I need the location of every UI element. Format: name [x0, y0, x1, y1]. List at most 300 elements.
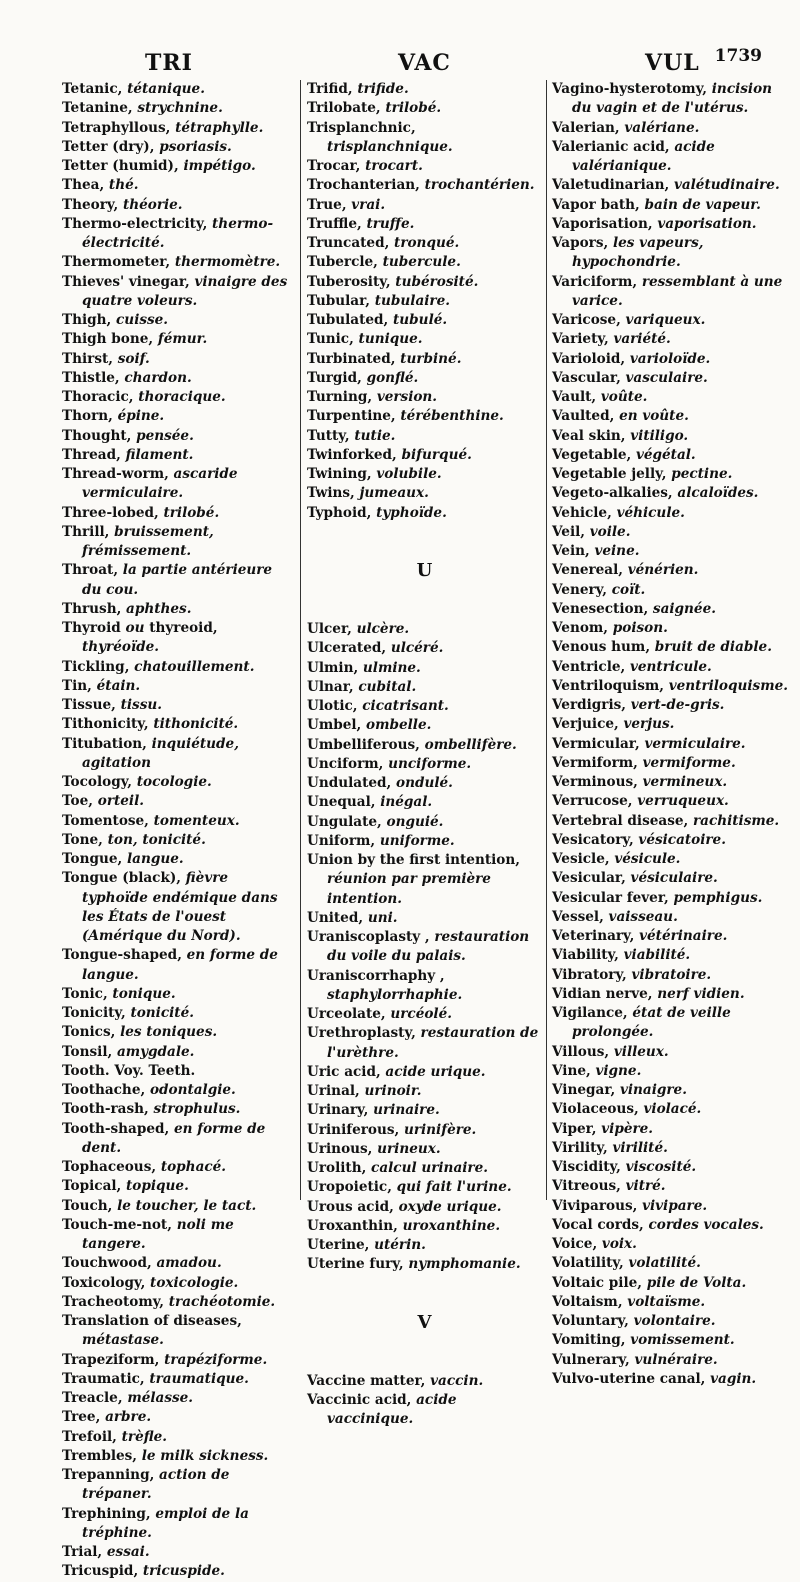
translation: ulcéré.: [390, 640, 444, 657]
translation: variété.: [613, 331, 671, 348]
headword: Tricuspid,: [62, 1563, 143, 1580]
translation: ascaride vermiculaire.: [82, 466, 238, 502]
headword: Tongue,: [62, 851, 128, 867]
headword: Uraniscorrhaphy ,: [307, 967, 445, 984]
dictionary-entry: [307, 504, 542, 523]
headword: Thoracic,: [62, 389, 139, 405]
headword: Trepanning,: [62, 1467, 160, 1483]
headword: Vaulted,: [552, 408, 620, 425]
dictionary-entry: [62, 99, 294, 118]
dictionary-entry: [307, 736, 542, 755]
dictionary-entry: [307, 620, 542, 639]
headword: Virility,: [552, 1139, 613, 1156]
headword: Trapeziform,: [62, 1351, 165, 1368]
dictionary-entry: [307, 1140, 542, 1159]
headword: Tooth-rash,: [62, 1101, 154, 1118]
translation: essai.: [106, 1544, 150, 1560]
headword: Ulmin,: [307, 659, 363, 676]
headword: Vaporisation,: [552, 215, 658, 232]
column-3: [552, 80, 790, 1389]
translation: vomissement.: [630, 1332, 735, 1349]
dictionary-entry: [62, 1312, 294, 1351]
translation: vivipare.: [642, 1197, 708, 1214]
dictionary-entry: [62, 196, 294, 215]
translation: trilobé.: [385, 100, 442, 117]
translation: tutie.: [354, 427, 396, 444]
headword: Villous,: [552, 1043, 614, 1060]
dictionary-entry: [307, 215, 542, 234]
dictionary-entry: [307, 196, 542, 215]
dictionary-entry: [62, 330, 294, 349]
dictionary-entry: [62, 427, 294, 446]
headword: Tracheotomy,: [62, 1293, 169, 1310]
running-head-center: VAC: [398, 50, 451, 76]
dictionary-entry: [552, 350, 790, 369]
dictionary-entry: [552, 119, 790, 138]
dictionary-entry: [552, 889, 790, 908]
translation: pensée.: [136, 427, 194, 444]
headword: Tickling,: [62, 658, 135, 675]
dictionary-entry: [307, 446, 542, 465]
translation: véhicule.: [616, 504, 685, 521]
dictionary-entry: [307, 1101, 542, 1120]
headword: Vermicular,: [552, 735, 645, 752]
dictionary-entry: [307, 157, 542, 176]
dictionary-entry: [62, 369, 294, 388]
translation: ulcère.: [356, 621, 410, 637]
dictionary-entry: [62, 773, 294, 792]
translation: thé.: [108, 177, 139, 194]
translation: pemphigus.: [673, 889, 763, 906]
headword: Uniform,: [307, 832, 380, 849]
headword: Tonicity,: [62, 1005, 131, 1021]
headword: Thirst,: [62, 350, 118, 367]
dictionary-entry: [552, 677, 790, 696]
dictionary-entry: [62, 1023, 294, 1042]
translation: urinoir.: [364, 1083, 422, 1099]
headword: Verrucose,: [552, 793, 638, 810]
dictionary-entry: [552, 311, 790, 330]
dictionary-entry: [552, 388, 790, 407]
headword: Violaceous,: [552, 1101, 644, 1118]
headword: Trocar,: [307, 158, 366, 174]
dictionary-entry: [62, 658, 294, 677]
dictionary-entry: [552, 619, 790, 638]
dictionary-entry: [307, 1005, 542, 1024]
translation: strophulus.: [153, 1101, 241, 1118]
translation: urineux.: [377, 1140, 441, 1157]
dictionary-entry: [62, 1447, 294, 1466]
headword: Tissue,: [62, 697, 121, 713]
dictionary-entry: [307, 1391, 542, 1430]
headword: Ulcer,: [307, 621, 357, 637]
headword: Vagino-hysterotomy,: [552, 81, 712, 97]
headword: Vertebral disease,: [552, 812, 693, 829]
dictionary-entry: [552, 1351, 790, 1370]
headword: Voltaic pile,: [552, 1274, 647, 1291]
dictionary-entry: [552, 330, 790, 349]
dictionary-entry: [62, 273, 294, 312]
translation: typhoïde.: [376, 504, 447, 521]
headword: Vessel,: [552, 908, 609, 925]
headword: Toothache,: [62, 1082, 150, 1098]
translation: trocart.: [365, 158, 423, 174]
dictionary-entry: [62, 388, 294, 407]
headword: Vermiform,: [552, 754, 643, 771]
headword: Trochanterian,: [307, 177, 425, 194]
dictionary-entry: [307, 928, 542, 967]
headword: Twining,: [307, 466, 377, 482]
translation: psoriasis.: [159, 138, 232, 155]
translation: jumeaux.: [359, 485, 429, 502]
translation: fièvre typhoïde endémique dans les États de l'ouest (Amérique du Nord).: [82, 870, 278, 944]
translation: valériane.: [624, 119, 700, 136]
headword: Verjuice,: [552, 716, 624, 733]
dictionary-entry: [552, 196, 790, 215]
translation: ton, tonicité.: [107, 831, 206, 848]
dictionary-entry: [552, 1370, 790, 1389]
running-head-right: VUL: [645, 50, 700, 76]
headword: Trembles,: [62, 1447, 142, 1464]
dictionary-entry: [552, 523, 790, 542]
dictionary-entry: [62, 465, 294, 504]
headword: Tubercle,: [307, 254, 383, 271]
dictionary-entry: [552, 985, 790, 1004]
dictionary-entry: [307, 678, 542, 697]
headword: Tuberosity,: [307, 273, 396, 290]
translation: restauration de l'urèthre.: [327, 1025, 539, 1061]
dictionary-entry: [552, 966, 790, 985]
translation: ressemblant à une varice.: [572, 273, 783, 309]
translation: en voûte.: [619, 408, 689, 425]
dictionary-entry: [552, 715, 790, 734]
translation: tubulé.: [393, 312, 448, 328]
translation: thermo-électricité.: [82, 215, 274, 251]
dictionary-entry: [307, 909, 542, 928]
translation: mélasse.: [127, 1390, 194, 1406]
translation: bruissement, frémissement.: [82, 523, 214, 559]
dictionary-entry: [62, 1062, 294, 1081]
dictionary-entry: [307, 1121, 542, 1140]
translation: thoracique.: [138, 389, 226, 405]
translation: ventricule.: [630, 658, 712, 675]
translation: vrai.: [351, 196, 386, 213]
dictionary-entry: [62, 523, 294, 562]
headword: Undulated,: [307, 775, 396, 791]
dictionary-entry: [62, 869, 294, 946]
headword: Viscidity,: [552, 1159, 626, 1175]
translation: vésiculaire.: [630, 870, 718, 887]
translation: tissu.: [120, 697, 162, 713]
headword: Turpentine,: [307, 408, 401, 425]
headword: Tongue (black),: [62, 870, 186, 887]
headword: Thread-worm,: [62, 466, 174, 482]
dictionary-entry: [62, 1274, 294, 1293]
translation: voltaïsme.: [627, 1293, 706, 1310]
translation: vermineux.: [642, 774, 728, 790]
headword: Variety,: [552, 331, 614, 348]
headword: Vesicle,: [552, 851, 615, 867]
headword: Tocology,: [62, 774, 137, 790]
headword: Vapor bath,: [552, 196, 645, 213]
dictionary-entry: [62, 1177, 294, 1196]
dictionary-entry: [552, 1274, 790, 1293]
translation: poison.: [612, 620, 668, 636]
translation: vagin.: [710, 1370, 757, 1387]
headword: Trephining,: [62, 1505, 156, 1522]
headword: Turning,: [307, 389, 377, 405]
headword: Thea,: [62, 177, 109, 194]
dictionary-entry: [307, 755, 542, 774]
dictionary-entry: [552, 504, 790, 523]
translation: tricuspide.: [142, 1563, 225, 1580]
dictionary-entry: [552, 792, 790, 811]
translation: inégal.: [380, 794, 433, 811]
translation: térébenthine.: [400, 408, 504, 425]
translation: incision du vagin et de l'utérus.: [572, 81, 773, 117]
headword: Tithonicity,: [62, 716, 154, 733]
dictionary-entry: [62, 677, 294, 696]
translation: qui fait l'urine.: [396, 1179, 512, 1196]
headword: Tetter (dry),: [62, 138, 160, 155]
translation: restauration du voile du palais.: [327, 929, 530, 965]
translation: ulmine.: [362, 659, 421, 676]
dictionary-entry: [307, 465, 542, 484]
dictionary-entry: [307, 1255, 542, 1274]
translation: traumatique.: [149, 1370, 249, 1387]
translation: amadou.: [156, 1255, 222, 1272]
headword: Vulvo-uterine canal,: [552, 1370, 711, 1387]
dictionary-entry: [307, 99, 542, 118]
translation: métastase.: [82, 1332, 164, 1349]
dictionary-entry: [62, 831, 294, 850]
dictionary-entry: [307, 119, 542, 158]
dictionary-entry: [552, 369, 790, 388]
translation: inquiétude, agitation: [82, 735, 239, 771]
dictionary-entry: [307, 292, 542, 311]
headword: Urceolate,: [307, 1006, 391, 1022]
dictionary-entry: [62, 215, 294, 254]
dictionary-entry: [62, 1428, 294, 1447]
headword: Thigh,: [62, 312, 117, 328]
dictionary-entry: [62, 946, 294, 985]
headword: Tetanine,: [62, 100, 138, 117]
dictionary-entry: [307, 1217, 542, 1236]
headword: Trial,: [62, 1544, 107, 1560]
translation: villeux.: [613, 1043, 669, 1060]
translation: saignée.: [652, 600, 716, 617]
translation: rachitisme.: [692, 812, 780, 829]
dictionary-entry: [307, 350, 542, 369]
translation: urcéolé.: [390, 1006, 452, 1022]
translation: nerf vidien.: [657, 985, 745, 1002]
headword: Vine,: [552, 1062, 596, 1079]
headword: Uraniscoplasty ,: [307, 929, 435, 945]
translation: les toniques.: [120, 1024, 218, 1041]
headword: Venous hum,: [552, 639, 655, 656]
dictionary-entry: [62, 350, 294, 369]
translation: chatouillement.: [134, 658, 255, 675]
translation: verjus.: [623, 716, 675, 733]
translation: trifide.: [357, 81, 409, 97]
headword: Throat,: [62, 562, 123, 579]
dictionary-entry: [62, 504, 294, 523]
column-2: [307, 80, 542, 1430]
translation: végétal.: [635, 446, 696, 463]
translation: trachéotomie.: [168, 1293, 276, 1310]
headword: Vesicular fever,: [552, 889, 674, 906]
dictionary-entry: [62, 176, 294, 195]
headword: Tophaceous,: [62, 1159, 161, 1175]
headword: Uterine,: [307, 1237, 375, 1253]
dictionary-entry: [307, 774, 542, 793]
dictionary-entry: [552, 273, 790, 312]
translation: filament.: [125, 446, 194, 463]
dictionary-entry: [552, 735, 790, 754]
translation: vermiforme.: [642, 754, 736, 771]
dictionary-entry: [62, 446, 294, 465]
translation: ondulé.: [396, 775, 453, 791]
dictionary-entry: [307, 1236, 542, 1255]
dictionary-entry: [552, 176, 790, 195]
translation: vésicule.: [614, 851, 681, 867]
headword: Tetter (humid),: [62, 158, 184, 174]
headword: Voluntary,: [552, 1313, 634, 1329]
dictionary-entry: [62, 812, 294, 831]
headword: Trefoil,: [62, 1428, 122, 1445]
translation: vitiligo.: [630, 427, 689, 444]
dictionary-entry: [62, 253, 294, 272]
dictionary-entry: [552, 812, 790, 831]
dictionary-entry: [307, 1198, 542, 1217]
translation: noli me tangere.: [82, 1216, 234, 1252]
headword: Vegetable,: [552, 446, 636, 463]
dictionary-entry: [307, 967, 542, 1006]
dictionary-entry: [552, 465, 790, 484]
dictionary-entry: [307, 851, 542, 909]
dictionary-entry: [552, 908, 790, 927]
headword: Urethroplasty,: [307, 1025, 421, 1042]
dictionary-entry: [307, 80, 542, 99]
translation: tronqué.: [394, 235, 460, 251]
headword: Valetudinarian,: [552, 177, 674, 194]
headword: Traumatic,: [62, 1370, 150, 1387]
translation: vaisseau.: [608, 908, 678, 925]
translation: amygdale.: [116, 1043, 195, 1060]
headword: Vocal cords,: [552, 1216, 649, 1233]
dictionary-entry: [62, 1543, 294, 1562]
headword: Thread,: [62, 446, 126, 463]
headword: United,: [307, 909, 368, 926]
headword: Verdigris,: [552, 697, 631, 713]
headword: Urinary,: [307, 1102, 374, 1119]
dictionary-entry: [552, 407, 790, 426]
translation: réunion par première intention.: [327, 871, 491, 907]
headword: Thyroid: [62, 620, 126, 636]
translation: voile.: [589, 523, 631, 540]
dictionary-entry: [307, 1024, 542, 1063]
dictionary-entry: [307, 1159, 542, 1178]
headword: Varioloid,: [552, 350, 630, 367]
headword: Vidian nerve,: [552, 985, 658, 1002]
translation: strychnine.: [137, 100, 223, 117]
headword: Vaccine matter,: [307, 1372, 431, 1389]
dictionary-entry: [552, 600, 790, 619]
dictionary-entry: [307, 659, 542, 678]
headword: Vinegar,: [552, 1082, 620, 1098]
headword: Venesection,: [552, 600, 653, 617]
dictionary-entry: [552, 234, 790, 273]
translation: vétérinaire.: [639, 928, 728, 944]
headword: Valerian,: [552, 119, 625, 136]
dictionary-entry: [552, 1043, 790, 1062]
dictionary-entry: [307, 484, 542, 503]
translation: vigne.: [595, 1062, 642, 1079]
translation: vénérien.: [627, 562, 699, 579]
dictionary-entry: [552, 1120, 790, 1139]
translation: varioloïde.: [629, 350, 711, 367]
translation: le toucher, le tact.: [117, 1197, 257, 1214]
translation: état de veille prolongée.: [572, 1005, 731, 1041]
headword: thyreoid,: [144, 620, 218, 636]
translation: soif.: [117, 350, 150, 367]
translation: alcaloïdes.: [677, 485, 759, 502]
translation: topique.: [126, 1178, 189, 1195]
headword: Twins,: [307, 485, 360, 502]
dictionary-entry: [552, 1216, 790, 1235]
translation: cuisse.: [116, 312, 169, 328]
translation: vésicatoire.: [638, 831, 726, 848]
translation: truffe.: [366, 215, 415, 232]
dictionary-entry: [307, 407, 542, 426]
headword: Viability,: [552, 947, 624, 964]
headword: Vascular,: [552, 369, 626, 386]
headword: Ulcerated,: [307, 640, 391, 657]
translation: fémur.: [157, 331, 208, 348]
translation: chardon.: [124, 369, 192, 386]
headword: Vigilance,: [552, 1005, 633, 1021]
headword: Tomentose,: [62, 812, 154, 829]
dictionary-entry: [307, 639, 542, 658]
headword: Thrush,: [62, 600, 127, 617]
translation: étain.: [96, 677, 141, 694]
dictionary-entry: [62, 619, 294, 658]
dictionary-entry: [62, 1562, 294, 1581]
translation: acide valérianique.: [572, 138, 715, 174]
dictionary-entry: [552, 869, 790, 888]
translation: pile de Volta.: [646, 1274, 747, 1291]
headword: Touch,: [62, 1197, 118, 1214]
dictionary-entry: [62, 1466, 294, 1505]
translation: trapéziforme.: [164, 1351, 268, 1368]
dictionary-entry: [307, 388, 542, 407]
headword: Tetanic,: [62, 81, 128, 97]
headword: Typhoid,: [307, 504, 377, 521]
dictionary-entry: [552, 1293, 790, 1312]
headword: Trilobate,: [307, 100, 386, 117]
translation: acide urique.: [385, 1063, 486, 1080]
translation: urinifère.: [403, 1121, 477, 1138]
headword: Tonics,: [62, 1024, 121, 1041]
translation: gonflé.: [366, 369, 419, 386]
headword: Tubulated,: [307, 312, 394, 328]
dictionary-entry: [62, 157, 294, 176]
headword: Unequal,: [307, 794, 381, 811]
dictionary-entry: [307, 697, 542, 716]
dictionary-entry: [307, 716, 542, 735]
headword: Valerianic acid,: [552, 138, 675, 155]
headword: Vaccinic acid,: [307, 1392, 417, 1408]
